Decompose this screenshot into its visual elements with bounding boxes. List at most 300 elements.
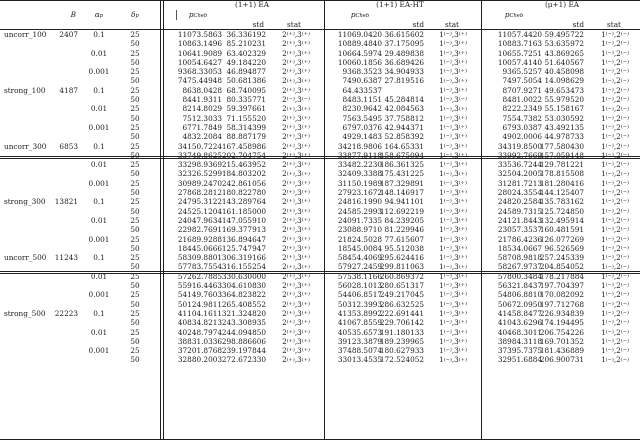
alpha-cell: 0.01 <box>90 271 108 281</box>
pcheb-cell: 10655.7251 <box>497 48 542 58</box>
pcheb-cell: 7490.6387 <box>342 76 382 86</box>
std-cell: 181.436889 <box>539 346 584 356</box>
table-row <box>0 179 640 188</box>
stat-cell: 1 (−) , 3 (+) <box>439 39 467 49</box>
std-cell: 42.944371 <box>384 122 424 132</box>
stat-cell: 2 (+) , 3 (+) <box>282 308 310 318</box>
delta-cell: 50 <box>130 132 140 142</box>
alpha-cell <box>86 114 112 123</box>
delta-cell: 25 <box>130 346 140 356</box>
budget-cell: 4187 <box>59 85 78 95</box>
instance-name-cell: uncorr_300 <box>4 141 47 151</box>
pcheb-cell: 37201.8768 <box>177 346 222 356</box>
std-cell: 49.184220 <box>226 57 266 67</box>
alpha-cell <box>86 318 112 327</box>
table-row <box>0 300 640 309</box>
pcheb-cell: 24820.2584 <box>497 197 542 207</box>
pcheb-cell: 31281.7213 <box>497 178 542 188</box>
delta-cell: 25 <box>130 215 140 225</box>
std-cell: 191.180133 <box>379 327 424 337</box>
group-title-ea: (1+1) EA <box>234 0 269 10</box>
std-cell <box>380 86 424 95</box>
stat-cell: 1 (−) , 3 (+) <box>439 327 467 337</box>
std-cell: 364.823822 <box>221 290 266 300</box>
pcheb-cell: 7554.7382 <box>502 113 542 123</box>
delta-cell: 25 <box>130 290 140 300</box>
instance-name-cell <box>4 104 58 113</box>
stat-cell: 2 (+) , 3 (+) <box>282 160 310 170</box>
alpha-cell: 0.01 <box>90 48 108 58</box>
pcheb-cell: 27868.2812 <box>177 188 222 198</box>
pcheb-cell: 37395.7375 <box>497 346 542 356</box>
stat-cell: 2 (+) , 3 (+) <box>282 48 310 58</box>
alpha-cell: 0.1 <box>93 253 105 263</box>
budget-cell: 11243 <box>54 253 78 263</box>
stat-cell: 1 (−) , 3 (+) <box>439 271 467 281</box>
std-cell: 88.887179 <box>226 132 266 142</box>
pcheb-cell: 7512.3033 <box>182 113 222 123</box>
std-cell: 187.329891 <box>379 178 424 188</box>
instance-name-cell: strong_100 <box>4 85 46 95</box>
pcheb-cell: 22982.7691 <box>177 225 222 235</box>
alpha-cell: 0.001 <box>88 67 110 77</box>
instance-name-cell <box>4 95 58 104</box>
stat-cell: 1 (−) , 3 (+) <box>439 85 467 95</box>
stat-cell: 2 (+) , 3 (+) <box>282 67 310 77</box>
std-cell: 330.630000 <box>221 271 266 281</box>
delta-cell: 25 <box>130 85 140 95</box>
group-title-mu-ea: (μ+1) EA <box>544 0 580 10</box>
alpha-cell: 0.001 <box>88 122 110 132</box>
stat-cell: 1 (−) , 3 (+) <box>439 308 467 318</box>
stat-cell: 1 (−) , 2 (−) <box>601 48 629 58</box>
pcheb-cell: 6797.0376 <box>342 122 382 132</box>
stat-cell: 2 (+) , 3 (+) <box>282 346 310 356</box>
stat-cell: 1 (−) , 3 (+) <box>439 67 467 77</box>
stat-cell: 1 (−) , 3 (+) <box>439 113 467 123</box>
pcheb-cell: 27923.1672 <box>337 188 382 198</box>
std-cell: 51.640567 <box>544 57 584 67</box>
budget-cell <box>52 328 78 337</box>
stat-cell: 1 (−) , 2 (−) <box>601 39 629 49</box>
stat-cell: 2 (+) , 3 (+) <box>282 271 310 281</box>
col-std-header-mu-ea: std <box>572 20 584 30</box>
std-cell: 169.701352 <box>539 336 584 346</box>
top-rule <box>0 0 640 1</box>
instance-name-cell <box>4 58 58 67</box>
pcheb-cell: 54149.7603 <box>177 290 222 300</box>
stat-cell: 1 (−) , 2 (−) <box>601 30 629 39</box>
budget-cell <box>52 67 78 76</box>
std-cell: 148.146917 <box>379 188 424 198</box>
stat-cell: 1 (−) , 2 (−) <box>601 262 629 272</box>
delta-cell: 25 <box>130 48 140 58</box>
pcheb-cell: 10664.5974 <box>337 48 382 58</box>
alpha-cell: 0.1 <box>93 308 105 318</box>
pcheb-cell: 6793.0387 <box>502 122 542 132</box>
stat-cell: 1 (−) , 2 (−) <box>601 281 629 291</box>
budget-cell: 13821 <box>54 197 78 207</box>
instance-name-cell: uncorr_100 <box>4 30 47 39</box>
pcheb-cell: 21786.4236 <box>497 234 542 244</box>
std-cell: 206.754226 <box>539 327 584 337</box>
std-cell: 59.495722 <box>544 30 584 39</box>
std-cell: 27.819516 <box>384 76 424 86</box>
table-row <box>0 188 640 197</box>
pcheb-cell: 11073.5863 <box>177 30 222 39</box>
std-cell: 95.512038 <box>384 243 424 253</box>
pcheb-cell: 24121.8443 <box>497 215 542 225</box>
budget-cell <box>52 318 78 327</box>
table-row <box>0 142 640 151</box>
stat-cell: 2 (+) , 3 (+) <box>282 85 310 95</box>
pcheb-cell: 33992.7669 <box>497 150 542 160</box>
alpha-cell: 0.01 <box>90 104 108 114</box>
pcheb-cell: 10054.6427 <box>177 57 222 67</box>
col-std-header-ea-ht: std <box>412 20 424 30</box>
stat-cell: 1 (−) , 2 (−) <box>601 104 629 114</box>
col-std-header-ea: std <box>252 20 264 30</box>
budget-cell <box>52 104 78 113</box>
pcheb-cell: 11057.4420 <box>497 30 542 39</box>
stat-cell: 2 (+) , 3 (+) <box>282 262 310 272</box>
stat-cell: 1 (−) , 3 (+) <box>439 57 467 67</box>
delta-cell: 25 <box>130 197 140 207</box>
pcheb-cell: 32326.5299 <box>177 169 222 179</box>
col-stat-header-ea: stat <box>287 20 301 30</box>
std-cell: 132.495914 <box>539 215 584 225</box>
instance-name-cell: strong_500 <box>4 308 46 318</box>
stat-cell: 2 (+) , 3 (+) <box>282 355 310 365</box>
delta-cell: 50 <box>130 262 140 272</box>
pcheb-cell: 10060.1856 <box>337 57 382 67</box>
stat-cell: 1 (−) , 3 (+) <box>439 206 467 216</box>
std-cell: 37.175095 <box>384 39 424 49</box>
table-row <box>0 123 640 132</box>
table-row <box>0 225 640 234</box>
alpha-cell <box>86 169 112 178</box>
pcheb-cell: 23057.3537 <box>497 225 542 235</box>
stat-cell: 1 (−) , 2 (−) <box>601 271 629 281</box>
pcheb-cell: 8214.8029 <box>182 104 222 114</box>
std-cell: 50.681386 <box>226 76 266 86</box>
pcheb-cell: 31150.1989 <box>337 178 382 188</box>
header-tick-ea <box>176 10 177 20</box>
pcheb-cell: 9365.5257 <box>502 67 542 77</box>
col-b-header: B <box>70 10 76 20</box>
pcheb-cell: 9368.33053 <box>177 67 222 77</box>
stat-cell: 2 (+) , 3 (+) <box>282 197 310 207</box>
budget-cell <box>52 39 78 48</box>
pcheb-cell: 54406.8517 <box>337 290 382 300</box>
stat-cell: 1 (−) , 2 (−) <box>601 169 629 179</box>
alpha-cell: 0.001 <box>88 346 110 356</box>
stat-cell: 1 (−) , 2 (−) <box>601 113 629 123</box>
instance-name-cell <box>4 328 58 337</box>
stat-cell: 1 (−) , 3 (+) <box>439 299 467 309</box>
instance-name-cell <box>4 337 58 346</box>
budget-cell <box>52 49 78 58</box>
std-cell: 112.692219 <box>379 206 424 216</box>
pcheb-cell: 10889.4840 <box>337 39 382 49</box>
alpha-cell: 0.001 <box>88 290 110 300</box>
pcheb-cell: 11069.0420 <box>337 30 382 39</box>
std-cell: 242.861056 <box>221 178 266 188</box>
std-cell: 37.758812 <box>384 113 424 123</box>
std-cell: 71.155520 <box>226 113 266 123</box>
alpha-cell <box>86 244 112 253</box>
stat-cell: 1 (−) , 2 (−) <box>601 327 629 337</box>
std-cell: 55.979520 <box>544 95 584 105</box>
header-row-groups <box>0 0 640 10</box>
table-row <box>0 197 640 206</box>
header-row-params <box>0 10 640 20</box>
std-cell: 180.822780 <box>221 188 266 198</box>
table-row <box>0 58 640 67</box>
stat-cell: 2 (+) , 3 (+) <box>282 243 310 253</box>
std-cell: 43.492135 <box>544 122 584 132</box>
table-row <box>0 235 640 244</box>
col-alpha-header: α p <box>94 10 104 20</box>
pcheb-cell: 21689.9288 <box>177 234 222 244</box>
instance-name-cell <box>4 318 58 327</box>
delta-cell: 50 <box>130 76 140 86</box>
delta-cell: 50 <box>130 39 140 49</box>
alpha-cell: 0.1 <box>93 85 105 95</box>
std-cell: 144.125407 <box>539 188 584 198</box>
stat-cell: 2 (+) , 3 (+) <box>282 225 310 235</box>
budget-cell <box>52 300 78 309</box>
std-cell: 157.059148 <box>539 150 584 160</box>
budget-cell <box>52 337 78 346</box>
std-cell: 180.627933 <box>379 346 424 356</box>
stat-cell: 1 (−) , 2 (−) <box>601 160 629 170</box>
group-title-ea-ht: (1+1) EA-HT <box>376 0 424 10</box>
pcheb-cell: 33013.4535 <box>337 355 382 365</box>
pcheb-cell: 57262.7885 <box>177 271 222 281</box>
pcheb-cell: 33877.9118 <box>337 150 382 160</box>
instance-name-cell <box>4 216 58 225</box>
std-cell: 59.397661 <box>226 104 266 114</box>
std-cell: 94.941101 <box>384 197 424 207</box>
std-cell: 58.314399 <box>226 122 266 132</box>
pcheb-cell: 24795.3122 <box>177 197 222 207</box>
table-row <box>0 216 640 225</box>
pcheb-cell: 28024.3554 <box>497 188 542 198</box>
pcheb-cell: 57800.3484 <box>497 271 542 281</box>
std-cell: 46.894877 <box>226 67 266 77</box>
stat-cell: 1 (−) , 3 (+) <box>439 215 467 225</box>
std-cell: 49.653473 <box>544 85 584 95</box>
alpha-cell <box>86 337 112 346</box>
table-row <box>0 104 640 113</box>
std-cell: 85.210231 <box>226 39 266 49</box>
pcheb-cell: 8230.9642 <box>342 104 382 114</box>
pcheb-cell: 64.433537 <box>342 85 382 95</box>
std-cell: 63.402329 <box>226 48 266 58</box>
std-cell: 202.704754 <box>221 150 266 160</box>
budget-cell <box>52 160 78 169</box>
pcheb-cell: 8707.9271 <box>502 85 542 95</box>
delta-cell: 50 <box>130 188 140 198</box>
budget-cell <box>52 216 78 225</box>
stat-cell: 1 (−) , 2 (−) <box>601 57 629 67</box>
stat-cell: 2 (+) , 3 (+) <box>282 57 310 67</box>
pcheb-cell: 33749.8625 <box>177 150 222 160</box>
instance-name-cell <box>4 346 58 355</box>
pcheb-cell: 32880.2003 <box>177 355 222 365</box>
stat-cell: 1 (−) , 3 (−) <box>439 95 467 105</box>
stat-cell: 1 (−) , 2 (−) <box>601 355 629 365</box>
alpha-cell <box>86 300 112 309</box>
budget-cell: 6853 <box>59 141 78 151</box>
std-cell: 244.094850 <box>221 327 266 337</box>
table-row <box>0 67 640 76</box>
std-cell: 257.245339 <box>539 253 584 263</box>
pcheb-cell: 34150.7224 <box>177 141 222 151</box>
budget-cell <box>52 281 78 290</box>
table-row <box>0 281 640 290</box>
pcheb-cell: 30989.2470 <box>177 178 222 188</box>
stat-cell: 1 (−) , 2 (−) <box>601 178 629 188</box>
stat-cell: 1 (−) , 3 (+) <box>439 169 467 179</box>
col-delta-header: δ p <box>131 10 139 20</box>
table-row <box>0 328 640 337</box>
stat-cell: 2 (+) , 3 (+) <box>282 234 310 244</box>
budget-cell <box>52 244 78 253</box>
std-cell: 68.740095 <box>226 85 266 95</box>
stat-cell: 2 (+) , 3 (+) <box>282 169 310 179</box>
table-row <box>0 132 640 141</box>
table-row <box>0 86 640 95</box>
stat-cell: 1 (−) , 2 (−) <box>601 253 629 263</box>
stat-cell: 2 (+) , 3 (+) <box>282 39 310 49</box>
std-cell: 125.724850 <box>539 206 584 216</box>
instance-name-cell <box>4 290 58 299</box>
std-cell: 177.580430 <box>539 141 584 151</box>
pcheb-cell: 24816.1990 <box>337 197 382 207</box>
table-row <box>0 30 640 39</box>
delta-cell: 25 <box>130 308 140 318</box>
std-cell: 45.284814 <box>384 95 424 105</box>
group-separator-rule-2 <box>0 271 640 274</box>
stat-cell: 2 (+) , 3 (+) <box>282 206 310 216</box>
table-row <box>0 39 640 48</box>
std-cell: 126.077269 <box>539 234 584 244</box>
budget-cell <box>52 169 78 178</box>
std-cell: 80.335771 <box>226 95 266 105</box>
std-cell: 164.65331 <box>384 141 424 151</box>
budget-cell <box>52 179 78 188</box>
std-cell: 136.894647 <box>221 234 266 244</box>
stat-cell: 2 (+) , 3 (+) <box>282 336 310 346</box>
std-cell: 167.458986 <box>221 141 266 151</box>
std-cell: 306.319166 <box>221 253 266 263</box>
stat-cell: 1 (−) , 3 (+) <box>439 225 467 235</box>
pcheb-cell: 50672.0950 <box>497 299 542 309</box>
std-cell: 295.624416 <box>379 253 424 263</box>
pcheb-cell: 4902.0006 <box>502 132 542 142</box>
pcheb-cell: 32409.3388 <box>337 169 382 179</box>
stat-cell: 2 (+) , 3 (+) <box>282 30 310 39</box>
stat-cell: 1 (−) , 3 (+) <box>439 160 467 170</box>
table-row <box>0 318 640 327</box>
pcheb-cell: 6771.7849 <box>182 122 222 132</box>
stat-cell: 1 (−) , 2 (−) <box>601 67 629 77</box>
instance-name-cell <box>4 169 58 178</box>
instance-name-cell <box>4 179 58 188</box>
pcheb-cell: 8481.0022 <box>502 95 542 105</box>
stat-cell: 2 (−) , 3 (−) <box>282 95 310 105</box>
stat-cell: 2 (+) , 3 (+) <box>282 327 310 337</box>
pcheb-cell: 56321.8437 <box>497 281 542 291</box>
pcheb-cell: 57538.1166 <box>337 271 382 281</box>
std-cell: 239.197844 <box>221 346 266 356</box>
pcheb-cell: 37488.5074 <box>337 346 382 356</box>
group-separator-rule-1 <box>0 156 640 159</box>
std-cell: 161.185000 <box>221 206 266 216</box>
alpha-cell: 0.001 <box>88 178 110 188</box>
stat-cell: 2 (+) , 3 (+) <box>282 76 310 86</box>
std-cell: 170.082092 <box>539 290 584 300</box>
std-cell: 147.055910 <box>221 215 266 225</box>
stat-cell: 1 (−) , 3 (+) <box>439 76 467 86</box>
std-cell: 53.030592 <box>544 113 584 123</box>
delta-cell: 25 <box>130 253 140 263</box>
alpha-cell <box>86 355 112 364</box>
table-row <box>0 160 640 169</box>
pcheb-cell: 57783.7554 <box>177 262 222 272</box>
std-cell: 189.239965 <box>379 336 424 346</box>
pcheb-cell: 33298.9369 <box>177 160 222 170</box>
std-cell: 316.155254 <box>221 262 266 272</box>
pcheb-cell: 8441.9311 <box>182 95 222 105</box>
std-cell: 14.098629 <box>544 76 584 86</box>
stat-cell: 1 (−) , 2 (−) <box>601 150 629 160</box>
pcheb-cell: 38831.0336 <box>177 336 222 346</box>
pcheb-cell: 4929.1483 <box>342 132 382 142</box>
delta-cell: 50 <box>130 243 140 253</box>
delta-cell: 50 <box>130 169 140 179</box>
std-cell: 143.289764 <box>221 197 266 207</box>
pcheb-cell: 24589.7315 <box>497 206 542 216</box>
stat-cell: 1 (−) , 2 (−) <box>601 188 629 198</box>
budget-cell <box>52 114 78 123</box>
instance-name-cell <box>4 207 58 216</box>
delta-cell: 25 <box>130 30 140 39</box>
stat-cell: 1 (−) , 2 (−) <box>601 318 629 328</box>
stat-cell: 1 (−) , 3 (+) <box>439 178 467 188</box>
std-cell: 186.361325 <box>379 160 424 170</box>
alpha-cell <box>86 95 112 104</box>
alpha-cell: 0.01 <box>90 160 108 170</box>
instance-name-cell <box>4 244 58 253</box>
budget-cell <box>52 290 78 299</box>
instance-name-cell <box>4 160 58 169</box>
budget-cell <box>52 355 78 364</box>
stat-cell: 2 (+) , 3 (+) <box>282 281 310 291</box>
pcheb-cell: 33482.2230 <box>337 160 382 170</box>
stat-cell: 2 (+) , 3 (+) <box>282 299 310 309</box>
col-stat-header-ea-ht: stat <box>445 20 459 30</box>
table-row <box>0 76 640 85</box>
stat-cell: 1 (−) , 2 (−) <box>601 234 629 244</box>
stat-cell: 2 (+) , 3 (+) <box>282 104 310 114</box>
stat-cell: 2 (+) , 3 (+) <box>282 215 310 225</box>
stat-cell: 1 (−) , 3 (+) <box>439 318 467 328</box>
stat-cell: 1 (−) , 3 (+) <box>439 141 467 151</box>
pcheb-cell: 40248.7974 <box>177 327 222 337</box>
